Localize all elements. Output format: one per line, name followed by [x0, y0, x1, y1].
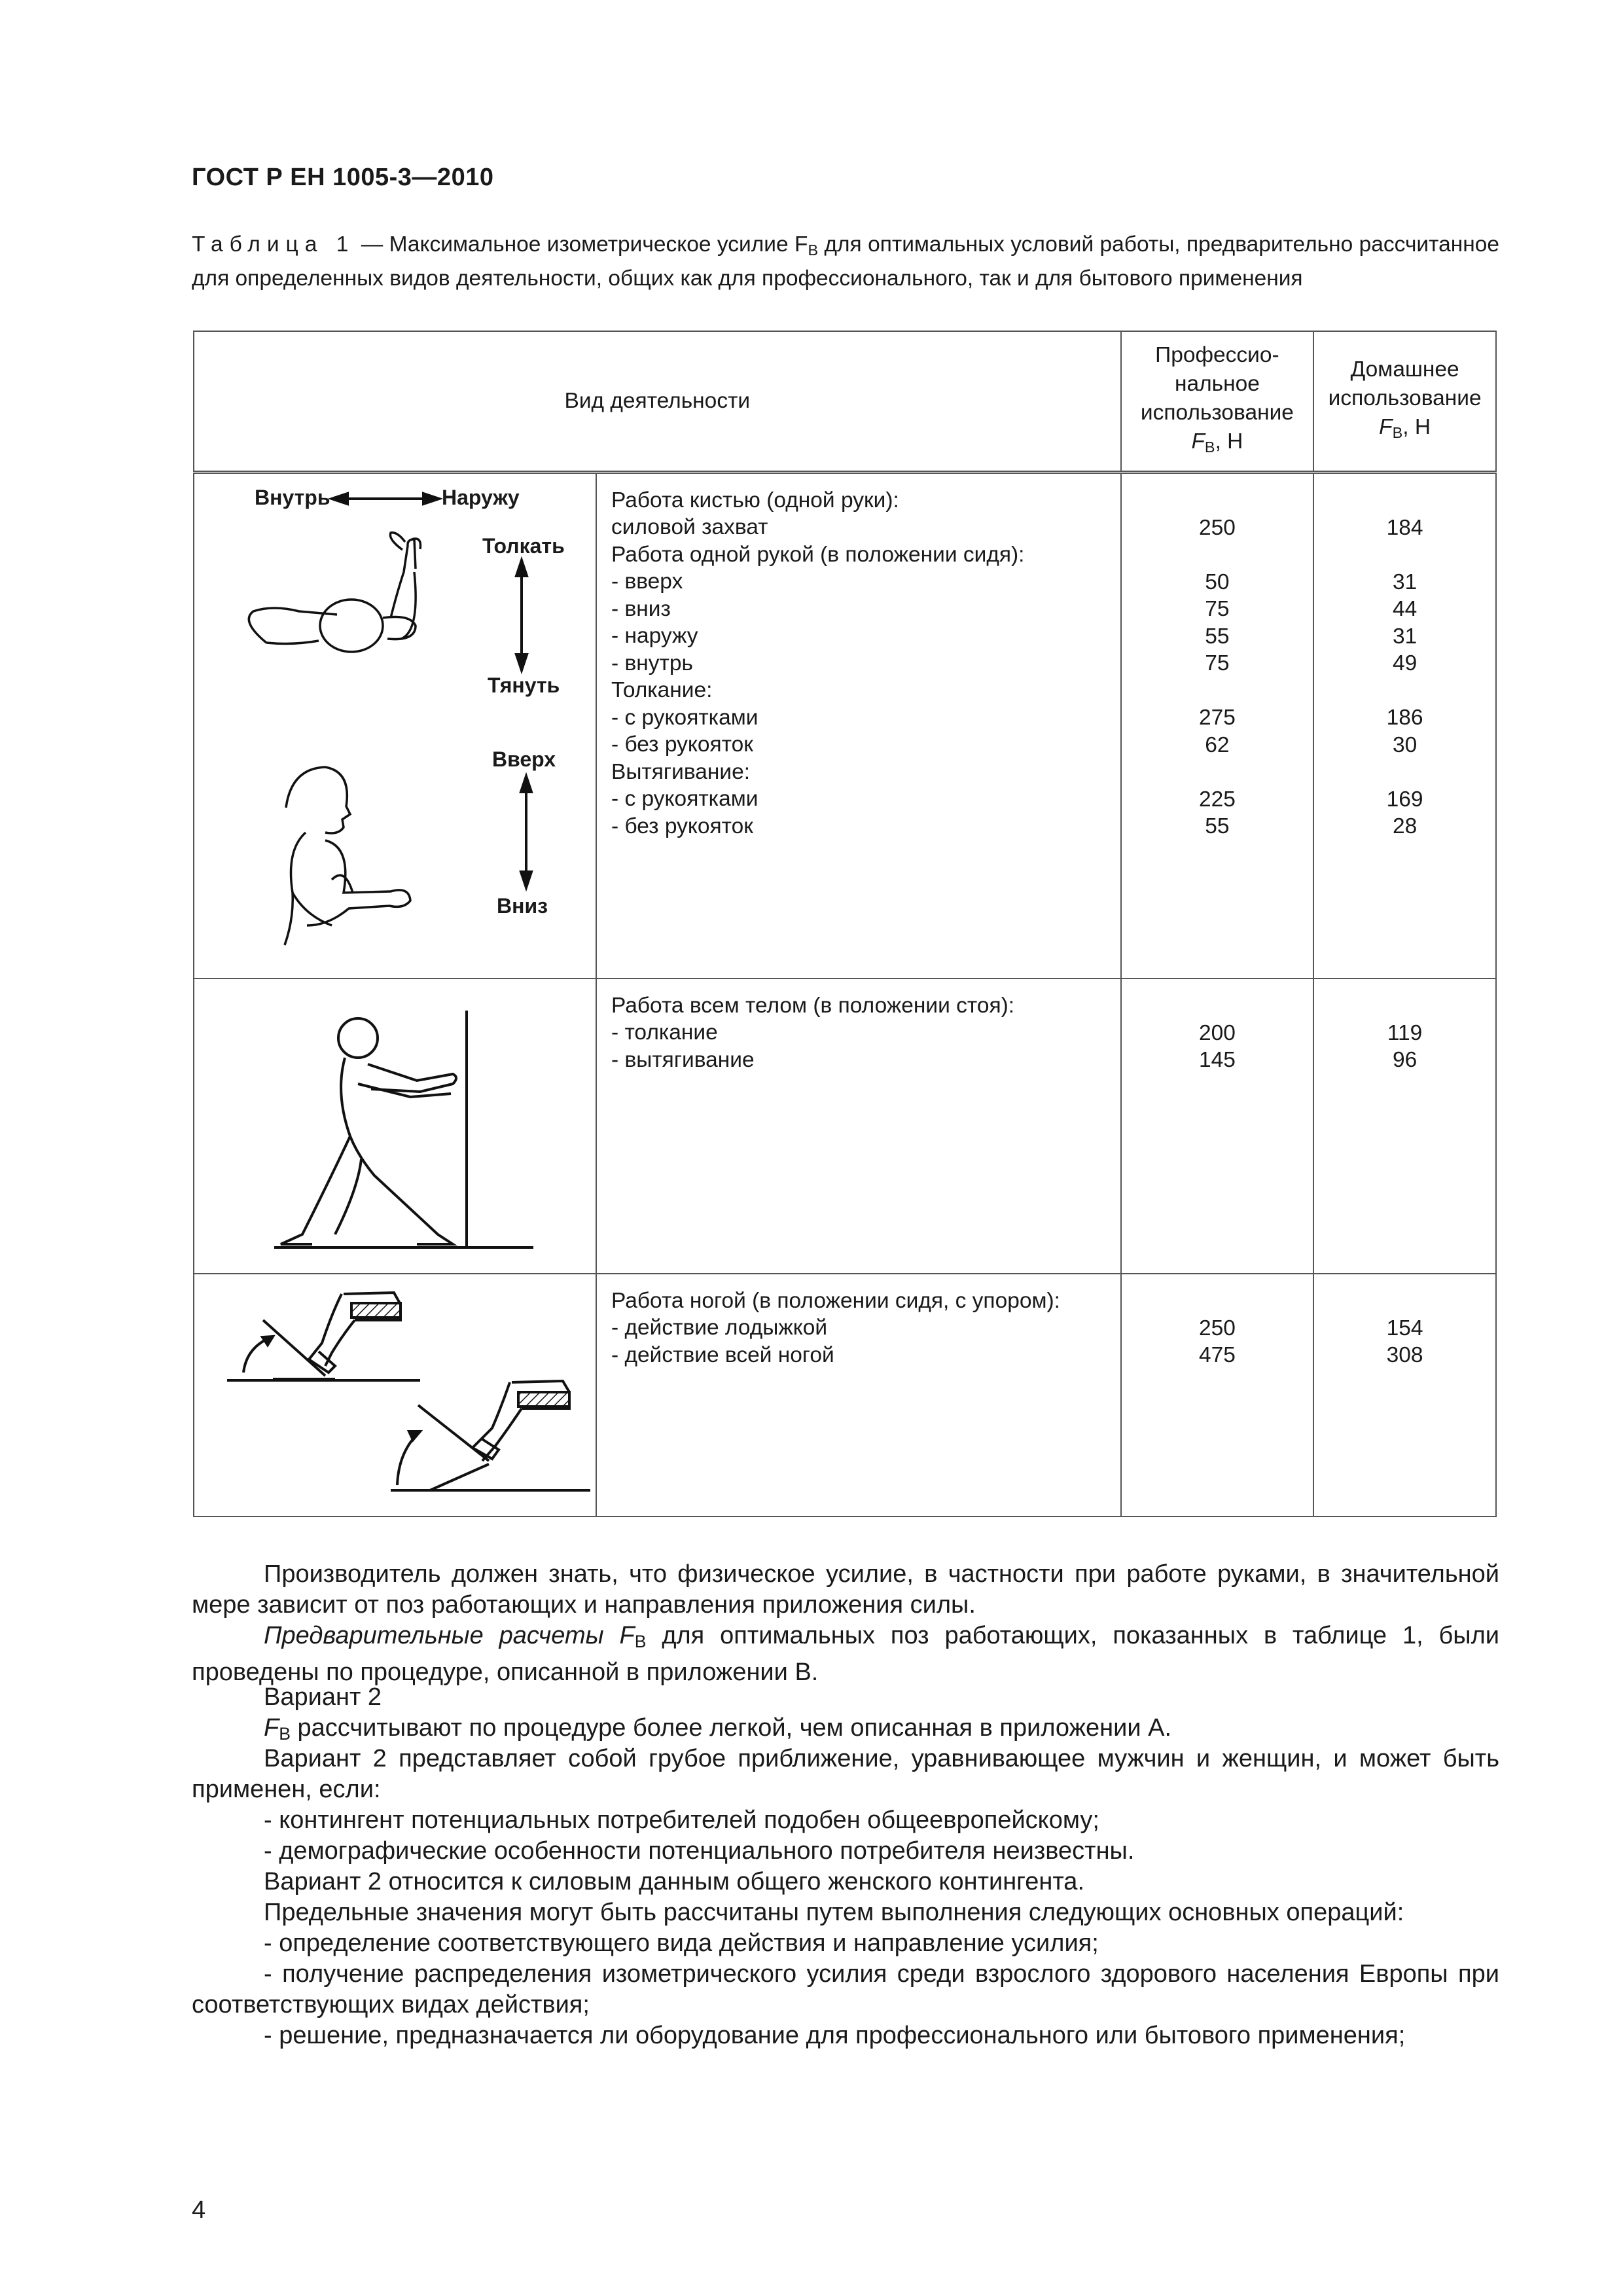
value: 75 [1205, 597, 1230, 621]
arm-work-illustration [194, 474, 596, 978]
domestic-values [1313, 472, 1496, 978]
value: 250 [1198, 1316, 1236, 1340]
table-row [194, 472, 1496, 978]
header-professional-unit: $F_В$, Н [1191, 429, 1243, 456]
domestic-values [1313, 978, 1496, 1274]
professional-values [1121, 978, 1314, 1274]
description-line: Толкание: [611, 678, 713, 702]
table-row [194, 1274, 1496, 1516]
header-domestic-line: использование [1328, 386, 1482, 410]
value: 62 [1205, 732, 1230, 757]
value: 44 [1392, 597, 1418, 621]
arrow-down-icon [521, 872, 531, 888]
value: 31 [1392, 624, 1418, 649]
label-up: Вверх [492, 747, 556, 771]
figure-cell-body [194, 978, 596, 1274]
value: 55 [1205, 814, 1230, 838]
figure-cell-arm [194, 472, 596, 978]
page-number: 4 [192, 2197, 206, 2224]
description-line: - без рукояток [611, 814, 753, 838]
value: 308 [1386, 1343, 1423, 1367]
description-line: - вытягивание [611, 1047, 755, 1072]
description-line: - с рукоятками [611, 787, 758, 811]
header-professional-line: использование [1140, 400, 1294, 425]
caption-text: — Максимальное изометрическое усилие F [355, 232, 808, 257]
description-line: - вниз [611, 596, 671, 621]
description-line: - с рукоятками [611, 705, 758, 730]
list-item: - решение, предназначается ли оборудование для профессионального или бытового применения; [264, 2022, 1406, 2049]
description-cell [596, 978, 1121, 1274]
description-line: Вытягивание: [611, 759, 751, 784]
domestic-values [1313, 1274, 1496, 1516]
description-line: - действие лодыжкой [611, 1316, 828, 1340]
label-pull: Тянуть [488, 673, 560, 697]
value: 49 [1392, 651, 1418, 675]
value: 186 [1386, 706, 1423, 730]
value: 96 [1392, 1048, 1418, 1072]
table-row [194, 978, 1496, 1274]
value: 154 [1386, 1316, 1423, 1340]
value: 75 [1205, 651, 1230, 675]
header-professional-line: нальное [1174, 371, 1260, 396]
arrow-icon [262, 1336, 273, 1345]
value: 184 [1386, 515, 1423, 540]
list-item: - получение распределения изометрического усилия среди взрослого здорового населения Европы при соответствующих видах действия; [192, 1960, 1499, 2018]
value: 225 [1198, 787, 1236, 812]
header-domestic [1313, 331, 1496, 472]
header-domestic-unit: $F_В$, Н [1379, 414, 1431, 441]
angle-line [263, 1320, 325, 1376]
table-caption [192, 230, 1499, 293]
value: 55 [1205, 624, 1230, 649]
top-view-figure [249, 532, 420, 651]
description-line: Работа кистью (одной руки): [611, 488, 899, 512]
side-view-figure [285, 767, 410, 945]
seat-hatch [518, 1392, 569, 1407]
value: 169 [1386, 787, 1423, 812]
value: 30 [1392, 732, 1418, 757]
header-professional-line: Профессио- [1155, 342, 1279, 367]
description-line: - без рукояток [611, 732, 753, 757]
value: 50 [1205, 569, 1230, 594]
description-cell [596, 1274, 1121, 1516]
value: 475 [1198, 1343, 1236, 1367]
professional-values [1121, 472, 1314, 978]
paragraph: Предельные значения могут быть рассчитаны путем выполнения следующих основных операций: [264, 1899, 1404, 1926]
paragraph: Вариант 2 относится к силовым данным общего женского контингента. [264, 1868, 1084, 1895]
paragraph: Вариант 2 [264, 1683, 382, 1711]
value: 119 [1387, 1020, 1423, 1045]
full-leg-action-figure [391, 1381, 590, 1490]
description-line: - толкание [611, 1020, 718, 1045]
arrow-icon [409, 1431, 420, 1440]
arrow-down-icon [516, 655, 527, 670]
arrow-right-icon [423, 493, 439, 504]
arrow-up-icon [516, 560, 527, 576]
angle-line [418, 1405, 489, 1461]
value: 250 [1198, 515, 1236, 540]
value: 200 [1198, 1020, 1236, 1045]
professional-values [1121, 1274, 1314, 1516]
whole-body-illustration [194, 979, 596, 1267]
table-header-row [194, 331, 1496, 472]
description-line: Работа одной рукой (в положении сидя): [611, 542, 1025, 567]
header-domestic-line: Домашнее [1350, 357, 1459, 382]
description-line: - наружу [611, 624, 698, 648]
arrow-left-icon [332, 493, 348, 504]
description-line: силовой захват [611, 515, 768, 539]
list-item: - определение соответствующего вида действия и направление усилия; [264, 1929, 1099, 1957]
leg-work-illustration [194, 1274, 596, 1510]
paragraph: Вариант 2 представляет собой грубое приближение, уравнивающее мужчин и женщин, и может быть применен, если: [192, 1745, 1499, 1803]
label-down: Вниз [497, 893, 548, 918]
angle-arc [397, 1431, 420, 1485]
description-line: - вверх [611, 569, 683, 594]
description-line: - действие всей ногой [611, 1342, 834, 1367]
figure-cell-leg [194, 1274, 596, 1516]
value: 28 [1392, 814, 1418, 838]
head [338, 1018, 378, 1058]
ankle-action-figure [227, 1293, 420, 1380]
description-line: - внутрь [611, 651, 693, 675]
paragraph: Производитель должен знать, что физическое усилие, в частности при работе руками, в значительной мере зависит от поз работающих и направления приложения силы. [192, 1560, 1499, 1619]
seat-hatch [351, 1303, 401, 1318]
value: 145 [1198, 1048, 1236, 1072]
header-activity: Вид деятельности [194, 331, 1121, 472]
paragraph: Предварительные расчеты $F_В$ для оптимальных поз работающих, показанных в таблице 1, были проведены по процедуре, описанной в приложении В. [192, 1622, 1499, 1686]
label-outward: Наружу [442, 485, 520, 509]
value: 31 [1392, 569, 1418, 594]
paragraph: $F_В$ рассчитывают по процедуре более легкой, чем описанная в приложении А. [264, 1714, 1172, 1744]
label-inward: Внутрь [255, 485, 330, 509]
caption-sub: В [808, 242, 819, 259]
value: 275 [1198, 706, 1236, 730]
description-line: Работа ногой (в положении сидя, с упором): [611, 1288, 1060, 1313]
description-cell [596, 472, 1121, 978]
list-item: - контингент потенциальных потребителей подобен общеевропейскому; [264, 1806, 1099, 1834]
description-line: Работа всем телом (в положении стоя): [611, 993, 1015, 1018]
label-push: Толкать [482, 533, 565, 558]
list-item: - демографические особенности потенциального потребителя неизвестны. [264, 1837, 1135, 1865]
force-table [193, 331, 1497, 1517]
arrow-up-icon [521, 776, 531, 792]
caption-lead: Таблица 1 [192, 232, 355, 257]
caption-rest: для оптимальных условий работы, предварительно рассчитанное для определенных видов деятельности, общих как для профессионального, так и для бытового применения [192, 232, 1499, 291]
document-header: ГОСТ Р ЕН 1005-3—2010 [192, 164, 494, 191]
header-professional [1121, 331, 1314, 472]
